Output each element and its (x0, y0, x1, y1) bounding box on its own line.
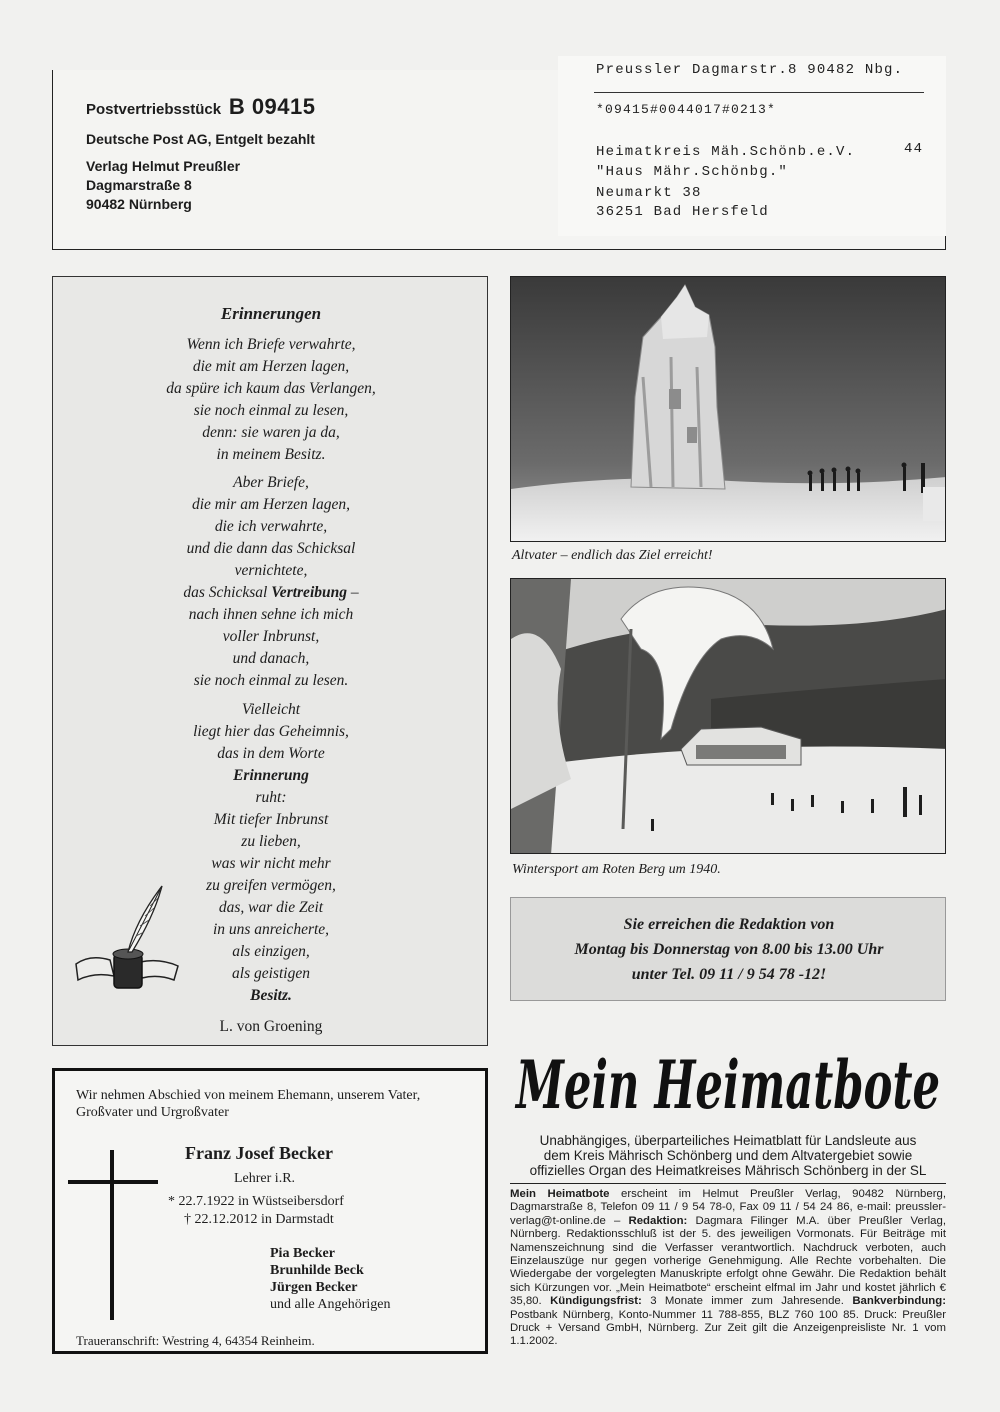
caption-altvater: Altvater – endlich das Ziel erreicht! (512, 548, 713, 563)
masthead-subtitle-3: offizielles Organ des Heimatkreises Mährisch Schönberg in der SL (529, 1163, 927, 1178)
obituary-intro-2: Großvater und Urgroßvater (76, 1105, 229, 1120)
obituary-died: † 22.12.2012 in Darmstadt (184, 1212, 334, 1227)
poem-line: die mir am Herzen lagen, (192, 496, 350, 513)
imprint-redaktion-label: Redaktion: (628, 1214, 688, 1227)
poem-line: in meinem Besitz. (216, 446, 326, 463)
poem-text: das Schicksal (183, 584, 272, 601)
poem-line: Vielleicht (241, 701, 301, 718)
poem-line: die mit am Herzen lagen, (192, 358, 350, 375)
imprint-text: erscheint im Helmut Preußler Verlag, 90482 Nürnberg, Dagmarstraße 8, Telefon 09 11 / 9 54 78-0, Fax 09 11 / 54 24 86, e-mail: preussler-verlag@t-online.de – (510, 1188, 947, 1227)
obituary-intro-1: Wir nehmen Abschied von meinem Ehemann, unserem Vater, (76, 1088, 421, 1103)
return-address: Preussler Dagmarstr.8 90482 Nbg. (596, 62, 904, 78)
recipient-line-4: 36251 Bad Hersfeld (596, 204, 769, 220)
poem-author: L. von Groening (219, 1018, 323, 1035)
recipient-count: 44 (904, 141, 924, 157)
imprint-name: Mein Heimatbote (510, 1188, 610, 1200)
imprint-text: Dagmara Filinger M.A. über Preußler Verlag, Nürnberg. Redaktionsschluß ist der 5. des jeweiligen Vormonats. Für Beiträge mit Namenszeichnung sind die Verfasser verantwortlich. Nachdruck verboten, auch Einzelauszüge nur gegen vorherige Genehmigung. Alle Rechte vorbehalten. Die Wiedergabe der vorgelegten Manuskripte erfolgt ohne Gewähr. Die Redaktion behält sich Kürzungen vor. „Mein Heimatbote“ erscheint elfmal im Jahr und kostet jährlich € 35,80. (510, 1214, 946, 1308)
poem-emphasis-besitz: Besitz. (250, 987, 292, 1004)
poem-line: denn: sie waren ja da, (202, 424, 340, 441)
poem-line: Aber Briefe, (233, 474, 309, 491)
recipient-line-1: Heimatkreis Mäh.Schönb.e.V. (596, 144, 856, 160)
imprint-text: 3 Monate immer zum Jahresende. (641, 1295, 853, 1308)
caption-wintersport: Wintersport am Roten Berg um 1940. (512, 862, 721, 877)
poem-title: Erinnerungen (220, 304, 322, 323)
masthead-rule (510, 1183, 946, 1184)
redaktion-line-3: unter Tel. 09 11 / 9 54 78 -12! (631, 966, 827, 983)
poem-line: das in dem Worte (217, 745, 325, 762)
poem-line: vernichtete, (234, 562, 308, 579)
obituary-born: * 22.7.1922 in Wüstseibersdorf (168, 1194, 344, 1209)
obituary-name: Franz Josef Becker (185, 1143, 333, 1163)
poem-line: zu greifen vermögen, (206, 877, 336, 894)
poem-line: liegt hier das Geheimnis, (193, 723, 349, 740)
masthead-subtitle-1: Unabhängiges, überparteiliches Heimatblatt für Landsleute aus (539, 1133, 917, 1148)
barcode-line: *09415#0044017#0213* (596, 102, 777, 117)
mourner-4: und alle Angehörigen (270, 1297, 391, 1312)
poem-line: sie noch einmal zu lesen. (193, 672, 349, 689)
poem-line: voller Inbrunst, (222, 628, 320, 645)
poem-line: die ich verwahrte, (214, 518, 328, 535)
quill-inkwell-icon (70, 880, 190, 1005)
poem-line: was wir nicht mehr (211, 855, 331, 872)
redaktion-line-1: Sie erreichen die Redaktion von (623, 916, 835, 933)
publisher-name: Verlag Helmut Preußler (86, 158, 241, 174)
masthead-logo (510, 1026, 946, 1130)
recipient-line-3: Neumarkt 38 (596, 185, 702, 201)
poem-line: in uns anreicherte, (212, 921, 330, 938)
poem-line: sie noch einmal zu lesen, (193, 402, 349, 419)
poem-line: und danach, (232, 650, 310, 667)
masthead-title: Mein Heimatbote (514, 1046, 940, 1124)
poem-line (53, 767, 489, 785)
address-rule (594, 92, 924, 93)
obituary-title: Lehrer i.R. (234, 1171, 296, 1186)
mourner-3: Jürgen Becker (270, 1280, 358, 1295)
poem-emphasis-vertreibung: Vertreibung (271, 584, 347, 601)
poem-line: das, war die Zeit (218, 899, 324, 916)
publisher-city: 90482 Nürnberg (86, 196, 192, 212)
mourner-2: Brunhilde Beck (270, 1263, 364, 1278)
postvertrieb-label: Postvertriebsstück (86, 101, 222, 118)
imprint (510, 1188, 946, 1349)
masthead-subtitle-2: dem Kreis Mährisch Schönberg und dem Altvatergebiet sowie (543, 1148, 913, 1163)
obituary-address: Traueranschrift: Westring 4, 64354 Reinheim. (76, 1333, 315, 1348)
imprint-text: Postbank Nürnberg, Konto-Nummer 11 788-855, BLZ 760 100 85. Druck: Preußler Druck + Versand GmbH, Nürnberg. Zur Zeit gilt die Anzeigenpreisliste Nr. 1 vom 1.1.2002. (510, 1308, 946, 1348)
poem-line (53, 584, 489, 602)
mourner-1: Pia Becker (270, 1246, 335, 1261)
publisher-street: Dagmarstraße 8 (86, 177, 192, 193)
post-line: Deutsche Post AG, Entgelt bezahlt (86, 131, 315, 147)
poem-line: Wenn ich Briefe verwahrte, (186, 336, 356, 353)
poem-line: da spüre ich kaum das Verlangen, (166, 380, 376, 397)
photo-wintersport (510, 578, 946, 854)
poem-line: als geistigen (232, 965, 310, 982)
redaktion-line-2: Montag bis Donnerstag von 8.00 bis 13.00 Uhr (574, 941, 884, 958)
cross-icon (68, 1150, 158, 1335)
poem-text: – (347, 584, 359, 601)
poem-emphasis-erinnerung: Erinnerung (233, 767, 309, 784)
recipient-line-2: "Haus Mähr.Schönbg." (596, 164, 789, 180)
poem-line: und die dann das Schicksal (186, 540, 356, 557)
postvertrieb-number: B 09415 (228, 94, 316, 119)
poem-line: ruht: (255, 789, 287, 806)
poem-line: als einzigen, (232, 943, 310, 960)
poem-line: Mit tiefer Inbrunst (213, 811, 329, 828)
imprint-bank-label: Bankverbindung: (852, 1295, 946, 1308)
postvertrieb-line (86, 94, 316, 120)
poem-line: zu lieben, (241, 833, 301, 850)
photo-altvater (510, 276, 946, 542)
redaktion-box (510, 897, 946, 1001)
imprint-kuendigung-label: Kündigungsfrist: (550, 1295, 642, 1308)
poem-line: nach ihnen sehne ich mich (188, 606, 354, 623)
